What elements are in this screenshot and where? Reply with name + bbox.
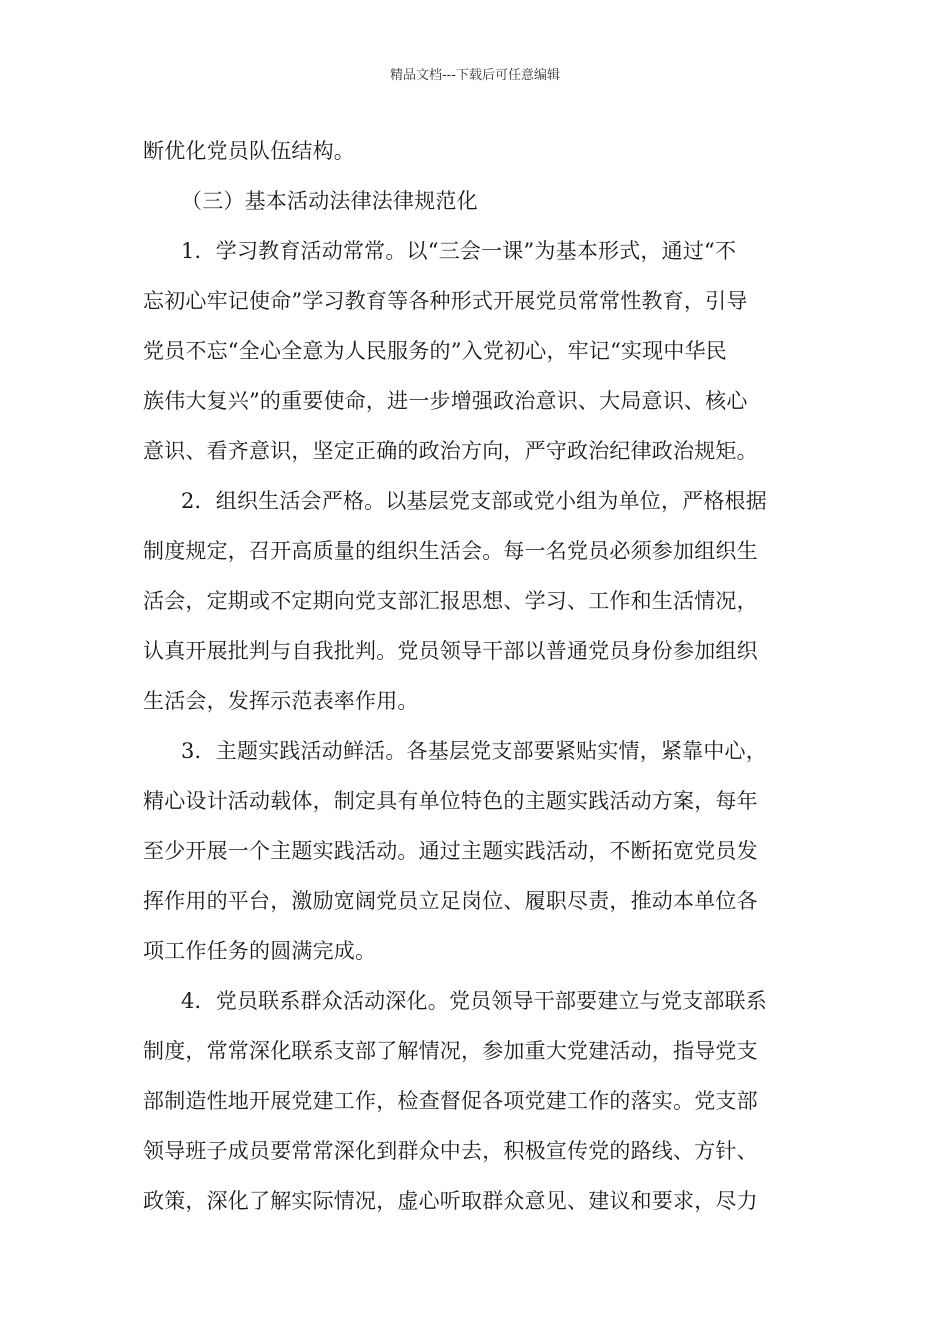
document-body xyxy=(143,126,807,1226)
text-line: 族伟大复兴”的重要使命，进一步增强政治意识、大局意识、核心 xyxy=(143,389,748,413)
text-line: 2．组织生活会严格。以基层党支部或党小组为单位，严格根据 xyxy=(181,489,767,513)
text-line: 3．主题实践活动鲜活。各基层党支部要紧贴实情，紧靠中心， xyxy=(181,739,767,763)
text-line: 政策，深化了解实际情况，虚心听取群众意见、建议和要求，尽力 xyxy=(143,1189,758,1213)
text-line: 制度规定，召开高质量的组织生活会。每一名党员必须参加组织生 xyxy=(143,539,758,563)
text-line: 忘初心牢记使命”学习教育等各种形式开展党员常常性教育，引导 xyxy=(143,289,748,313)
text-line: 部制造性地开展党建工作，检查督促各项党建工作的落实。党支部 xyxy=(143,1089,758,1113)
text-line: 领导班子成员要常常深化到群众中去，积极宣传党的路线、方针、 xyxy=(143,1139,758,1163)
text-line: 挥作用的平台，激励宽阔党员立足岗位、履职尽责，推动本单位各 xyxy=(143,889,758,913)
text-line: 断优化党员队伍结构。 xyxy=(143,139,355,163)
text-line: 精心设计活动载体，制定具有单位特色的主题实践活动方案，每年 xyxy=(143,789,758,813)
text-line: 4．党员联系群众活动深化。党员领导干部要建立与党支部联系 xyxy=(181,989,767,1013)
text-line: 1．学习教育活动常常。以“三会一课”为基本形式，通过“不 xyxy=(181,239,737,263)
section-heading: （三）基本活动法律法律规范化 xyxy=(181,189,478,213)
text-line: 项工作任务的圆满完成。 xyxy=(143,939,377,963)
text-line: 认真开展批判与自我批判。党员领导干部以普通党员身份参加组织 xyxy=(143,639,758,663)
text-line: 制度，常常深化联系支部了解情况，参加重大党建活动，指导党支 xyxy=(143,1039,758,1063)
text-line: 意识、看齐意识，坚定正确的政治方向，严守政治纪律政治规矩。 xyxy=(143,439,758,463)
text-line: 生活会，发挥示范表率作用。 xyxy=(143,689,419,713)
text-line: 活会，定期或不定期向党支部汇报思想、学习、工作和生活情况， xyxy=(143,589,758,613)
page-header: 精品文档---下载后可任意编辑 xyxy=(389,68,561,83)
text-line: 至少开展一个主题实践活动。通过主题实践活动，不断拓宽党员发 xyxy=(143,839,758,863)
text-line: 党员不忘“全心全意为人民服务的”入党初心，牢记“实现中华民 xyxy=(143,339,728,363)
